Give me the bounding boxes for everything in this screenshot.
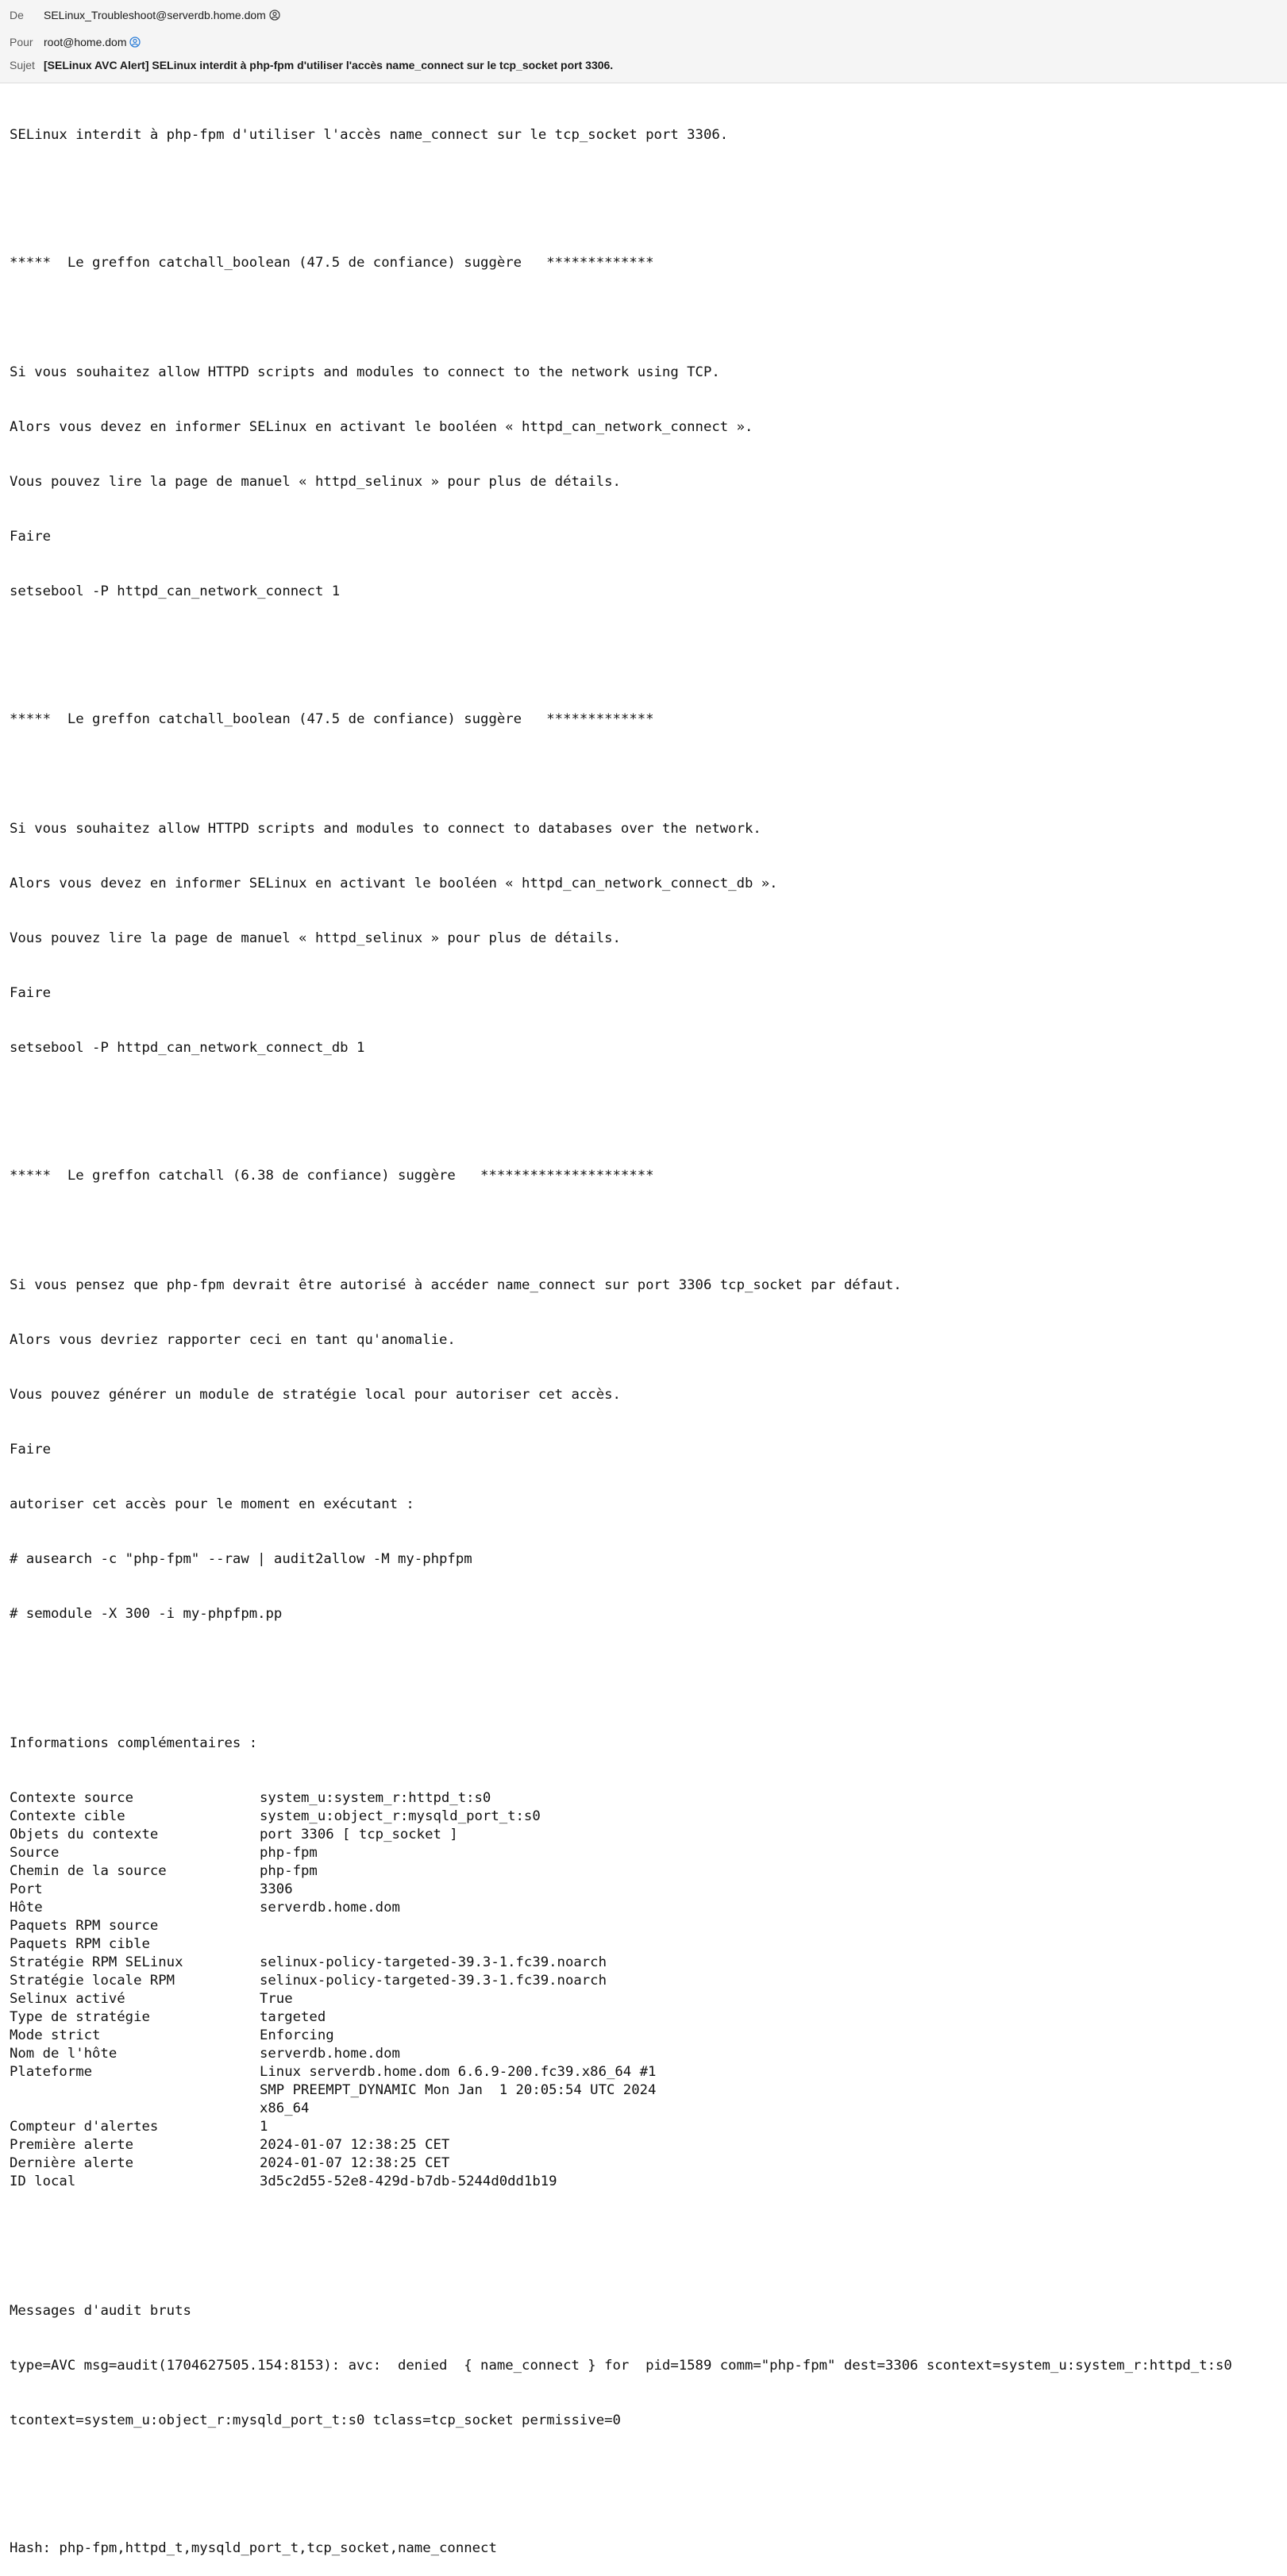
to-row: [10, 33, 141, 51]
info-row: [10, 1881, 1280, 1899]
info-value: 3d5c2d55-52e8-429d-b7db-5244d0dd1b19: [260, 2174, 557, 2189]
plugin2-line: Si vous souhaitez allow HTTPD scripts and modules to connect to databases over the network.: [10, 821, 761, 837]
hash-line: Hash: php-fpm,httpd_t,mysqld_port_t,tcp_socket,name_connect: [10, 2540, 497, 2556]
info-row: [10, 1844, 1280, 1862]
info-value: 3306: [260, 1881, 293, 1897]
info-title: Informations complémentaires :: [10, 1735, 258, 1751]
email-header: [0, 0, 1287, 83]
info-value: 2024-01-07 12:38:25 CET: [260, 2137, 450, 2153]
info-key: Stratégie RPM SELinux: [10, 1954, 183, 1970]
plugin2-line: Alors vous devez en informer SELinux en activant le booléen « httpd_can_network_connect_db ».: [10, 876, 778, 891]
info-row: [10, 2100, 1280, 2118]
info-key: Chemin de la source: [10, 1863, 167, 1879]
plugin2-title: ***** Le greffon catchall_boolean (47.5 de confiance) suggère *************: [10, 711, 654, 727]
info-value: serverdb.home.dom: [260, 2046, 400, 2062]
plugin1-line: Alors vous devez en informer SELinux en activant le booléen « httpd_can_network_connect ».: [10, 419, 753, 435]
info-value: system_u:object_r:mysqld_port_t:s0: [260, 1808, 541, 1824]
info-value: SMP PREEMPT_DYNAMIC Mon Jan 1 20:05:54 UTC 2024: [260, 2082, 657, 2098]
plugin3-command: # ausearch -c "php-fpm" --raw | audit2allow -M my-phpfpm: [10, 1551, 472, 1567]
plugin3-title: ***** Le greffon catchall (6.38 de confiance) suggère *********************: [10, 1168, 654, 1184]
subject-row: [10, 56, 613, 74]
from-address[interactable]: SELinux_Troubleshoot@serverdb.home.dom: [44, 9, 266, 21]
contact-card-icon[interactable]: [129, 37, 141, 48]
info-key: Paquets RPM source: [10, 1918, 159, 1934]
plugin1-command: setsebool -P httpd_can_network_connect 1: [10, 583, 341, 599]
plugin3-line: Si vous pensez que php-fpm devrait être autorisé à accéder name_connect sur port 3306 tcp_socket par défaut.: [10, 1277, 902, 1293]
plugin2-command: setsebool -P httpd_can_network_connect_db 1: [10, 1040, 365, 1056]
info-key: Contexte source: [10, 1790, 134, 1806]
info-key: Nom de l'hôte: [10, 2046, 118, 2062]
info-value: Enforcing: [260, 2027, 334, 2043]
info-row: [10, 1899, 1280, 1917]
to-label: Pour: [10, 36, 33, 48]
info-value: selinux-policy-targeted-39.3-1.fc39.noarch: [260, 1973, 607, 1989]
info-value: serverdb.home.dom: [260, 1900, 400, 1916]
plugin1-line: Faire: [10, 529, 52, 545]
info-key: Hôte: [10, 1900, 43, 1916]
info-key: [10, 2081, 260, 2100]
info-key: [10, 2100, 260, 2118]
info-row: [10, 1990, 1280, 2008]
info-row: [10, 2027, 1280, 2045]
to-address[interactable]: root@home.dom: [44, 36, 127, 48]
info-value: 2024-01-07 12:38:25 CET: [260, 2155, 450, 2171]
info-value: php-fpm: [260, 1863, 318, 1879]
info-key: Plateforme: [10, 2064, 93, 2080]
info-key: Selinux activé: [10, 1991, 125, 2007]
contact-card-icon[interactable]: [269, 10, 280, 21]
info-value: selinux-policy-targeted-39.3-1.fc39.noarch: [260, 1954, 607, 1970]
info-row: [10, 1789, 1280, 1808]
message-body: [10, 90, 1280, 2576]
info-key: ID local: [10, 2174, 76, 2189]
info-key: Compteur d'alertes: [10, 2119, 159, 2135]
info-row: [10, 2173, 1280, 2191]
audit-title: Messages d'audit bruts: [10, 2303, 191, 2319]
info-table: [10, 1789, 1280, 2191]
subject-text: [SELinux AVC Alert] SELinux interdit à php-fpm d'utiliser l'accès name_connect sur le tcp_socket port 3306.: [44, 59, 614, 71]
info-row: [10, 1917, 1280, 1935]
from-label: De: [10, 9, 24, 21]
info-value: targeted: [260, 2009, 326, 2025]
plugin3-line: Vous pouvez générer un module de stratégie local pour autoriser cet accès.: [10, 1387, 621, 1403]
info-value: Linux serverdb.home.dom 6.6.9-200.fc39.x86_64 #1: [260, 2064, 657, 2080]
info-key: Source: [10, 1845, 60, 1861]
info-row: [10, 2045, 1280, 2063]
info-row: [10, 1935, 1280, 1954]
from-row: [10, 6, 280, 24]
info-key: Dernière alerte: [10, 2155, 134, 2171]
subject-label: Sujet: [10, 59, 35, 71]
info-value: php-fpm: [260, 1845, 318, 1861]
info-value: x86_64: [260, 2100, 310, 2116]
info-key: Stratégie locale RPM: [10, 1973, 175, 1989]
plugin3-line: Faire: [10, 1442, 52, 1457]
info-row: [10, 1862, 1280, 1881]
info-row: [10, 2118, 1280, 2136]
plugin3-command: # semodule -X 300 -i my-phpfpm.pp: [10, 1606, 283, 1622]
info-row: [10, 1954, 1280, 1972]
audit-line: type=AVC msg=audit(1704627505.154:8153): avc: denied { name_connect } for pid=1589 comm="php-fpm" dest=3306 scontext=system_u:system_r:httpd_t:s0: [10, 2358, 1232, 2374]
plugin2-line: Faire: [10, 985, 52, 1001]
info-row: [10, 2063, 1280, 2081]
audit-line: tcontext=system_u:object_r:mysqld_port_t:s0 tclass=tcp_socket permissive=0: [10, 2412, 621, 2428]
info-key: Paquets RPM cible: [10, 1936, 150, 1952]
info-value: system_u:system_r:httpd_t:s0: [260, 1790, 491, 1806]
plugin3-line: autoriser cet accès pour le moment en exécutant :: [10, 1496, 414, 1512]
plugin1-title: ***** Le greffon catchall_boolean (47.5 de confiance) suggère *************: [10, 255, 654, 271]
info-key: Mode strict: [10, 2027, 101, 2043]
info-key: Type de stratégie: [10, 2009, 150, 2025]
plugin1-line: Vous pouvez lire la page de manuel « httpd_selinux » pour plus de détails.: [10, 474, 621, 490]
info-key: Première alerte: [10, 2137, 134, 2153]
info-value: True: [260, 1991, 293, 2007]
info-row: [10, 1808, 1280, 1826]
info-row: [10, 1972, 1280, 1990]
info-row: [10, 2136, 1280, 2154]
info-value: 1: [260, 2119, 268, 2135]
info-row: [10, 2008, 1280, 2027]
plugin3-line: Alors vous devriez rapporter ceci en tant qu'anomalie.: [10, 1332, 456, 1348]
info-row: [10, 2154, 1280, 2173]
info-key: Contexte cible: [10, 1808, 125, 1824]
intro-line: SELinux interdit à php-fpm d'utiliser l'accès name_connect sur le tcp_socket port 3306.: [10, 127, 729, 143]
info-key: Port: [10, 1881, 43, 1897]
plugin2-line: Vous pouvez lire la page de manuel « httpd_selinux » pour plus de détails.: [10, 930, 621, 946]
info-row: [10, 1826, 1280, 1844]
plugin1-line: Si vous souhaitez allow HTTPD scripts and modules to connect to the network using TCP.: [10, 364, 720, 380]
info-value: port 3306 [ tcp_socket ]: [260, 1827, 458, 1842]
info-key: Objets du contexte: [10, 1827, 159, 1842]
info-row: [10, 2081, 1280, 2100]
